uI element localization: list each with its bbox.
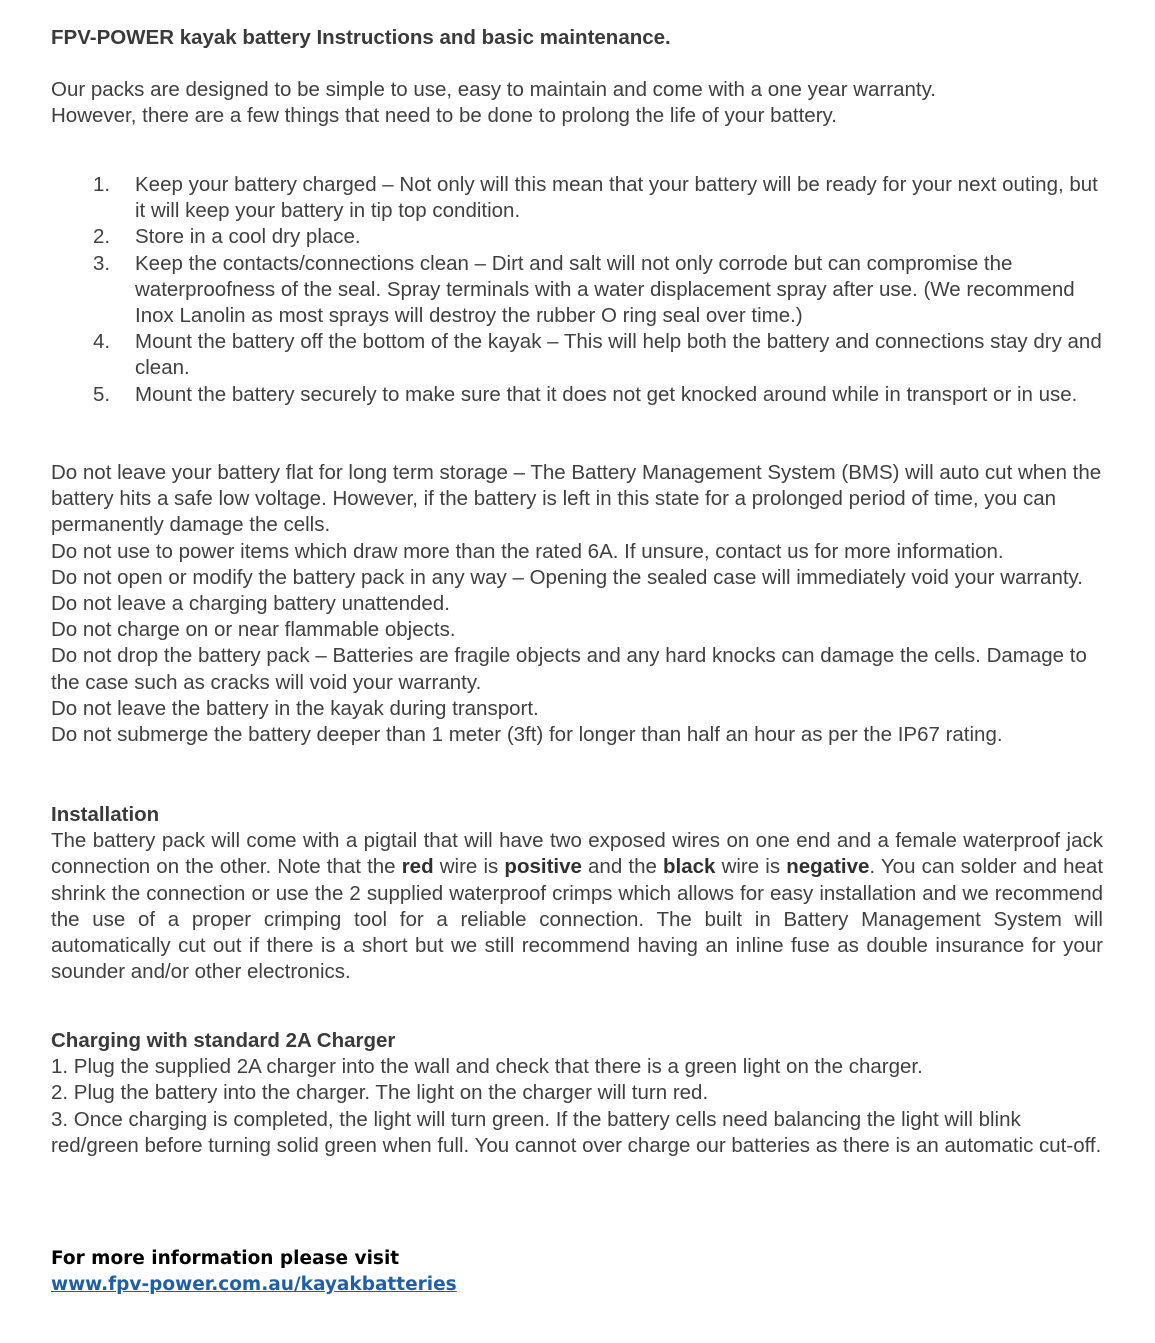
positive-word: positive xyxy=(504,855,582,879)
warning-line: Do not drop the battery pack – Batteries are fragile objects and any hard knocks can damage the cells. Damage to the case such as cracks will void your warranty. xyxy=(51,644,1087,694)
black-word: black xyxy=(663,855,716,879)
negative-word: negative xyxy=(786,855,870,879)
list-number: 3. xyxy=(93,251,111,275)
list-item xyxy=(51,251,1103,330)
list-number: 2. xyxy=(93,225,111,249)
warning-line: Do not submerge the battery deeper than 1 meter (3ft) for longer than half an hour as per the IP67 rating. xyxy=(51,723,1003,747)
warning-line: Do not charge on or near flammable objects. xyxy=(51,618,456,642)
list-number: 4. xyxy=(93,330,111,354)
list-text: Mount the battery securely to make sure that it does not get knocked around while in transport or in use. xyxy=(135,382,1078,406)
list-number: 5. xyxy=(93,382,111,406)
website-link[interactable]: www.fpv-power.com.au/kayakbatteries xyxy=(51,1274,457,1295)
list-item xyxy=(51,329,1103,381)
installation-text: wire is xyxy=(433,855,505,879)
warning-line: Do not open or modify the battery pack in any way – Opening the sealed case will immediately void your warranty. xyxy=(51,565,1083,589)
intro-line: However, there are a few things that need to be done to prolong the life of your battery. xyxy=(51,104,837,128)
list-text: Keep the contacts/connections clean – Dirt and salt will not only corrode but can compromise the waterproofness of the seal. Spray terminals with a water displacement spray after use. (We recommend Inox Lanolin as most sprays will destroy the rubber O ring seal over time.) xyxy=(135,251,1075,328)
charging-heading: Charging with standard 2A Charger xyxy=(51,1029,396,1052)
warning-line: Do not leave the battery in the kayak during transport. xyxy=(51,696,539,720)
warnings-section xyxy=(51,460,1103,748)
list-item xyxy=(51,382,1103,408)
charging-step: 1. Plug the supplied 2A charger into the wall and check that there is a green light on the charger. xyxy=(51,1055,923,1079)
warning-line: Do not leave your battery flat for long term storage – The Battery Management System (BMS) will auto cut when the battery hits a safe low voltage. However, if the battery is left in this state for a prolonged period of time, you can permanently damage the cells. xyxy=(51,461,1102,537)
charging-step: 3. Once charging is completed, the light will turn green. If the battery cells need balancing the light will blink red/green before turning solid green when full. You cannot over charge our batteries as there is an automatic cut-off. xyxy=(51,1107,1102,1157)
maintenance-list xyxy=(51,172,1103,408)
document-title: FPV-POWER kayak battery Instructions and basic maintenance. xyxy=(51,26,671,49)
list-text: Keep your battery charged – Not only will this mean that your battery will be ready for your next outing, but it will keep your battery in tip top condition. xyxy=(135,173,1098,223)
more-info-text: For more information please visit xyxy=(51,1248,400,1269)
list-number: 1. xyxy=(93,173,111,196)
warning-line: Do not use to power items which draw more than the rated 6A. If unsure, contact us for more information. xyxy=(51,539,1004,563)
intro-paragraph xyxy=(51,77,936,129)
installation-paragraph xyxy=(51,828,1103,985)
list-item xyxy=(51,224,1103,250)
charging-step: 2. Plug the battery into the charger. The light on the charger will turn red. xyxy=(51,1081,709,1105)
list-item xyxy=(51,172,1103,224)
list-text: Store in a cool dry place. xyxy=(135,225,361,249)
installation-text: wire is xyxy=(715,855,787,879)
installation-text: and the xyxy=(581,855,664,879)
warning-line: Do not leave a charging battery unattended. xyxy=(51,592,450,616)
intro-line: Our packs are designed to be simple to use, easy to maintain and come with a one year warranty. xyxy=(51,78,937,101)
installation-section xyxy=(51,802,1103,985)
list-text: Mount the battery off the bottom of the kayak – This will help both the battery and connections stay dry and clean. xyxy=(135,330,1102,380)
installation-text: . You can solder and heat shrink the connection or use the 2 supplied waterproof crimps which allows for easy installation and we recommend the use of a proper crimping tool for a reliable connection. The built in Battery Management System will automatically cut out if there is a short but we still recommend having an inline fuse as double insurance for your sounder and/or other electronics. xyxy=(51,855,1104,984)
charging-section xyxy=(51,1028,1103,1159)
red-word: red xyxy=(401,855,434,879)
installation-heading: Installation xyxy=(51,803,160,826)
installation-text: The battery pack will come with a pigtail that will have two exposed wires on one end and a female waterproof jack connection on the other. Note that the xyxy=(51,829,1103,879)
footer xyxy=(51,1246,457,1298)
